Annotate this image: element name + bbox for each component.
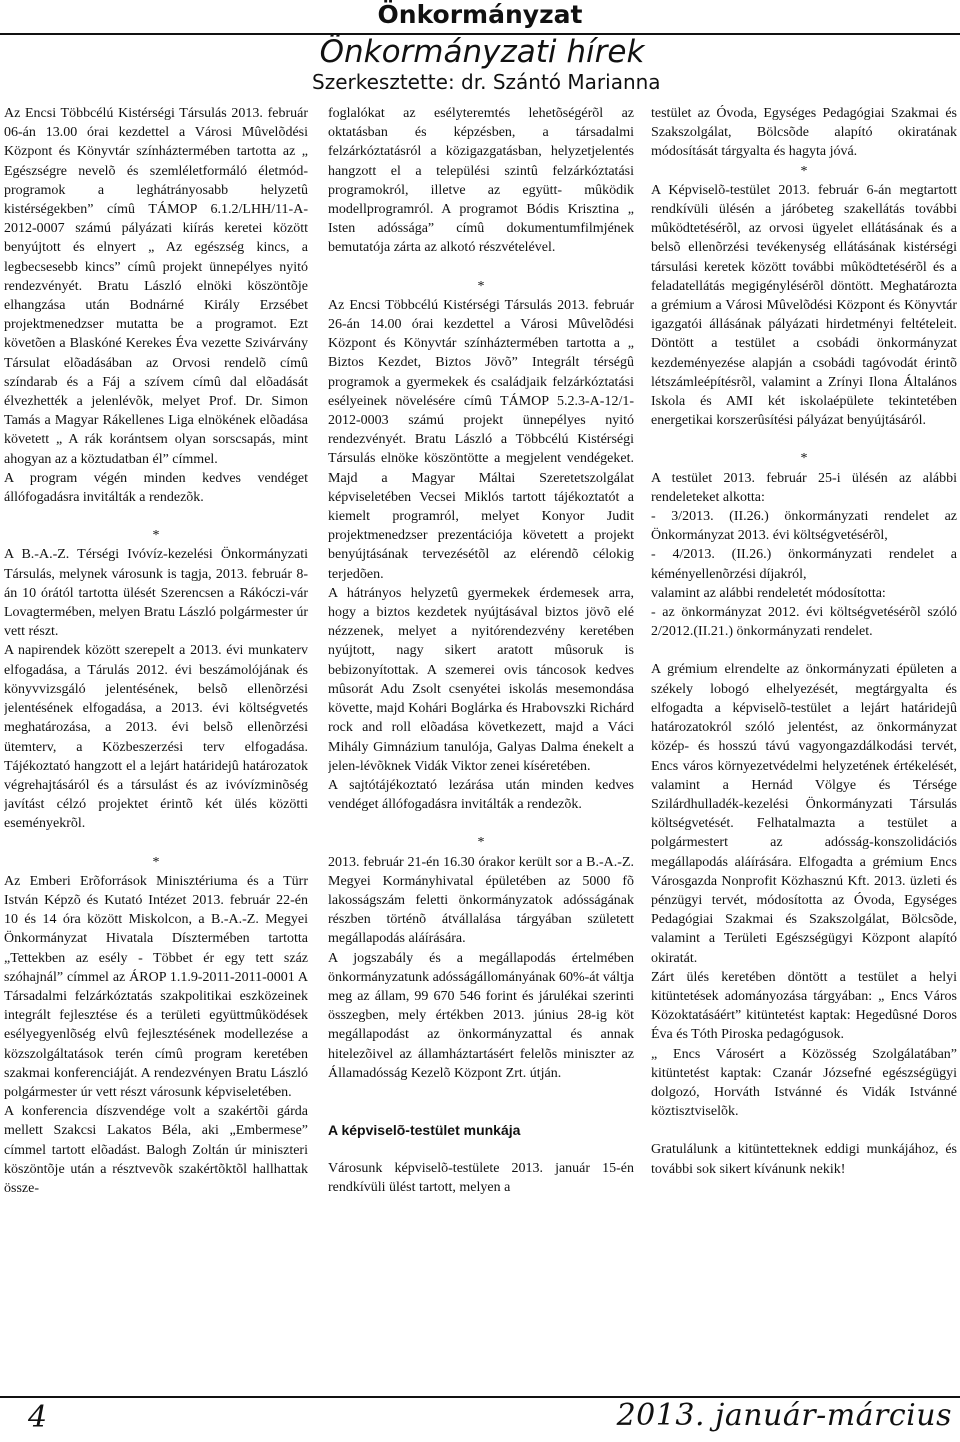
page-number: 4 — [28, 1400, 48, 1435]
article-separator: * — [152, 528, 160, 544]
article-paragraph: „ Encs Városért a Közösség Szolgálatában” kitüntetést kaptak: Czanár Józsefné egészségügyi dolgozó, Horváth Istvánné és Vidák Istvánné köztisztviselõk. — [651, 1046, 957, 1120]
column-1 — [4, 104, 308, 1394]
article-paragraph: A hátrányos helyzetû gyermekek érdemesek arra, hogy a biztos kezdetek nyújtásával biztos jövõ elé nézzenek, melyet a nyitórendezvény keretében nyújtott, nagy sikert aratott mûsoruk is bebizonyítottak. A szemerei ovis táncosok kedves mûsorát Adu Zsolt csenyétei iskolás mesemondása követte, majd Kohári Boglárka és Hrabovszki Richárd rock and roll elõadása következett, majd a Váci Mihály Gimnázium tanulója, Galyas Dalma énekelt a jelen-lévõknek Vidák Viktor zenei kíséretében. — [328, 585, 634, 774]
decree-item: - 3/2013. (II.26.) önkormányzati rendelet az Önkormányzat 2013. évi költségvetésérõl, — [651, 509, 957, 544]
article-paragraph: A sajtótájékoztató lezárása után minden kedves vendéget állófogadásra invitálták a rendezõk. — [328, 777, 634, 813]
article-esely-konferencia: Az Emberi Erõforrások Minisztériuma és a Türr István Képzõ és Kutató Intézet 2013. február 22-én 10 és 14 óra között Miskolcon, a B.-A.-Z. Megyei Önkormányzat Hivatala Dísztermében tartotta „Tettekben az esély - Többet ér egy tett száz szóhajnál” címmel az ÁROP 1.1.9-2011-2011-0001 A Társadalmi felzárkóztatás szakpolitikai eszközeinek integrált fejlesztése és a területi együttmûködések esélyegyenlõség elvû fejlesztésének modellezése a közszolgáltatások terén címû program keretében szakmai konferenciáját. A rendezvényen Bratu László polgármester úr vett részt városunk képviseletében. — [4, 873, 308, 1100]
article-februar-6-ules: A Képviselõ-testület 2013. február 6-án megtartott rendkívüli ülésén a járóbeteg szakellátás további mûködtetésérõl, az orvosi ügyelet ellátásának és a belsõ ellenõrzési tevékenység ellátásának kistérségi társulási keretek között további mûködtetésérõl és a feladatellátás megigénylésérõl döntött. Meghatározta a grémium a Városi Mûvelõdési Központ és Könyvtár igazgatói állásának pályázati hirdetményi feltételeit. Döntött a testület a csobádi önkormányzat kezdeményezése alapján a csobádi tagóvodát érintõ létszámleépítésrõl, valamint a Zrínyi Ilona Általános Iskola és AMI két iskolaépülete tekintetében energetikai korszerûsítési pályázat benyújtásáról. — [651, 182, 957, 429]
article-biztos-kezdet: Az Encsi Többcélú Kistérségi Társulás 2013. február 26-án 14.00 órai kezdettel a Városi Mûvelõdési Központ és Könyvtár színháztermében tartotta a „ Biztos Kezdet, Biztos Jövõ” Integrált térségû programok a gyermekek és családjaik felzárkóztatási esélyeinek növelésére címû TÁMOP 5.2.3-A-12/1-2012-0003 számú projekt ünnepélyes nyitó rendezvényét. Bratu László a Többcélú Kistérségi Társulás elnöke köszöntötte a megjelent vendégeket. Majd a Magyar Máltai Szeretetszolgálat képviseletében Vecsei Miklós tartott tájékoztatót a kiemelt programról, melyet Konyor Judit projektmenedzser prezentációja követett a projekt benyújtásának tervezésétõl az elérendõ célokig terjedõen. — [328, 297, 634, 582]
section-heading: A képviselõ-testület munkája — [328, 1121, 521, 1138]
article-paragraph: valamint az alábbi rendeletét módosította: — [651, 585, 886, 601]
article-separator: * — [477, 278, 485, 294]
article-paragraph: A grémium elrendelte az önkormányzati épületen a székely lobogó elhelyezését, megtárgyalta és elfogadta a képviselõ-testület a lejárt határidejû határozatokról szóló jelentést, az önkormányzat közép- és hosszú távú vagyongazdálkodási tervét, Encs város környezetvédelmi helyzetének értékelését, valamint a Hernád Völgye és Térsége Szilárdhulladék-kezelési Önkormányzati Társulás költségvetését. Felhatalmazta a testület a polgármestert az adósság-konszolidációs megállapodás aláírására. Elfogadta a grémium Encs Városgazda Nonprofit Közhasznú Kft. 2013. üzleti és pénzügyi tervét, módosította az Óvoda, Egységes Pedagógiai Szakmai és Szakszolgálat, Bölcsõde, valamint a Területi Egészségügyi Központ alapító okiratát. — [651, 662, 957, 966]
masthead — [312, 34, 661, 94]
article-separator: * — [152, 854, 160, 870]
article-kepviselo-testulet: Városunk képviselõ-testülete 2013. január 15-én rendkívüli ülést tartott, melyen a — [328, 1161, 634, 1196]
article-februar-25-ules: A testület 2013. február 25-i ülésén az alábbi rendeleteket alkotta: — [651, 470, 957, 505]
article-paragraph: A konferencia díszvendége volt a szakértõi gárda mellett Szakcsi Lakatos Béla, aki „Embermese” címmel tartott elõadást. Balogh Zoltán úr miniszteri köszöntõje után a résztvevõk szakértõktõl hallhattak össze- — [4, 1104, 308, 1196]
article-adossag-atvallalas: 2013. február 21-én 16.30 órakor került sor a B.-A.-Z. Megyei Kormányhivatal épületében az 5000 fõ lakosságszám feletti önkormányzatok adósságának részben történõ átvállalása tárgyában született megállapodás aláírására. — [328, 854, 634, 947]
article-paragraph: A jogszabály és a megállapodás értelmében önkormányzatunk adósságállományának 60%-át váltja meg az állam, 99 670 546 forint és járulékai szerinti összegben, mely értékben 2013. június 28-ig köt megállapodást az önkormányzattal és annak hitelezõivel az államháztartásért felelõs miniszter az Államadósság Kezelõ Központ Zrt. útján. — [328, 950, 634, 1081]
column-3 — [651, 104, 957, 1394]
article-paragraph: A napirendek között szerepelt a 2013. évi munkaterv elfogadása, a Tárulás 2012. évi beszámolójának és könyvvizsgáló jelentésének, belsõ ellenõrzési jelentésének elfogadása, a 2013. évi költségvetés meghatározása, a 2013. évi belsõ ellenõrzési ütemterv, a Közbeszerzési terv elfogadása. Tájékoztató hangzott el a lejárt határidejû határozatok végrehajtásáról és a társulást és az ivóvízminõség javítást célzó projektet érintõ két ülés közötti eseményekrõl. — [4, 643, 308, 832]
article-ivoviz-tarsulas: A B.-A.-Z. Térségi Ivóvíz-kezelési Önkormányzati Társulás, melynek városunk is tagja, 2013. február 8-án 10 órától tartotta ülését Szerencsen a Rákóczi-vár Lovagtermében, melyen Bratu László polgármester úr vett részt. — [4, 547, 308, 640]
page-title: Önkormányzati hírek — [319, 34, 645, 70]
article-separator: * — [800, 451, 808, 467]
editor-credit: Szerkesztette: dr. Szántó Marianna — [312, 70, 661, 94]
column-2 — [328, 104, 634, 1394]
article-paragraph: testület az Óvoda, Egységes Pedagógiai Szakmai és Szakszolgálat, Bölcsõde alapító okiratának módosítását tárgyalta és hagyta jóvá. — [651, 106, 957, 160]
article-paragraph: A program végén minden kedves vendéget állófogadásra invitálták a rendezõk. — [4, 470, 308, 506]
decree-item: - az önkormányzat 2012. évi költségvetésérõl szóló 2/2012.(II.21.) önkormányzati rendelet. — [651, 605, 957, 640]
issue-date: 2013. január-március — [616, 1398, 952, 1433]
article-separator: * — [800, 163, 808, 179]
section-label: Önkormányzat — [377, 0, 583, 29]
article-kituntetesek: Zárt ülés keretében döntött a testület a helyi kitüntetések adományozása tárgyában: „ Encs Város Közoktatásáért” kitüntetést kaptak: Hegedûsné Doros Éva és Tóth Piroska pedagógusok. — [651, 969, 957, 1043]
article-paragraph: foglalókat az esélyteremtés lehetõségérõl az oktatásban és képzésben, a társadalmi felzárkóztatásról a közigazgatásban, helyzetjelentés hangzott el a települési szintû felzárkóztatási programokról, illetve az együtt- mûködik modellprogramról. A programot Bódis Krisztina „ Isten adóssága” címû dokumentumfilmjének bemutatója zárta az alkotó részvételével. — [328, 106, 634, 256]
article-separator: * — [477, 835, 485, 851]
decree-item: - 4/2013. (II.26.) önkormányzati rendelet a kéményellenõrzési díjakról, — [651, 547, 957, 582]
article-kistersegi-egeszseg: Az Encsi Többcélú Kistérségi Társulás 2013. február 06-án 13.00 órai kezdettel a Városi Mûvelõdési Központ és Könyvtár színháztermében tartotta az „ Egészségre nevelõ és szemléletformáló életmód-programok a leghátrányosabb helyzetû kistérségekben” címû TÁMOP 6.1.2/LHH/11-A-2012-0007 számú pályázati kiírás keretei között benyújtott és elnyert „ Az egészség kincs, a legbecsesebb kincs” címû projekt ünnepélyes nyitó rendezvényét. Bratu László elnöki köszöntõje elhangzása után Bodnárné Király Erzsébet projektmenedzser mutatta be a programot. Ezt követõen a Blaskóné Kerekes Éva vezette Szivárvány Társulat elõadásában az Orvosi rendelõ címû színdarab és a Fáj a szívem címû dal elõadását élvezhették a jelenlévõk, melyet Prof. Dr. Simon Tamás a Magyar Rákellenes Liga elnökének elõadása követett „ A rák korántsem olyan sorscsapás, mint ahogyan az a köztudatban él” címmel. — [4, 106, 308, 467]
article-gratulacio: Gratulálunk a kitüntetteknek eddigi munkájához, és további sok sikert kívánunk nekik! — [651, 1142, 957, 1177]
